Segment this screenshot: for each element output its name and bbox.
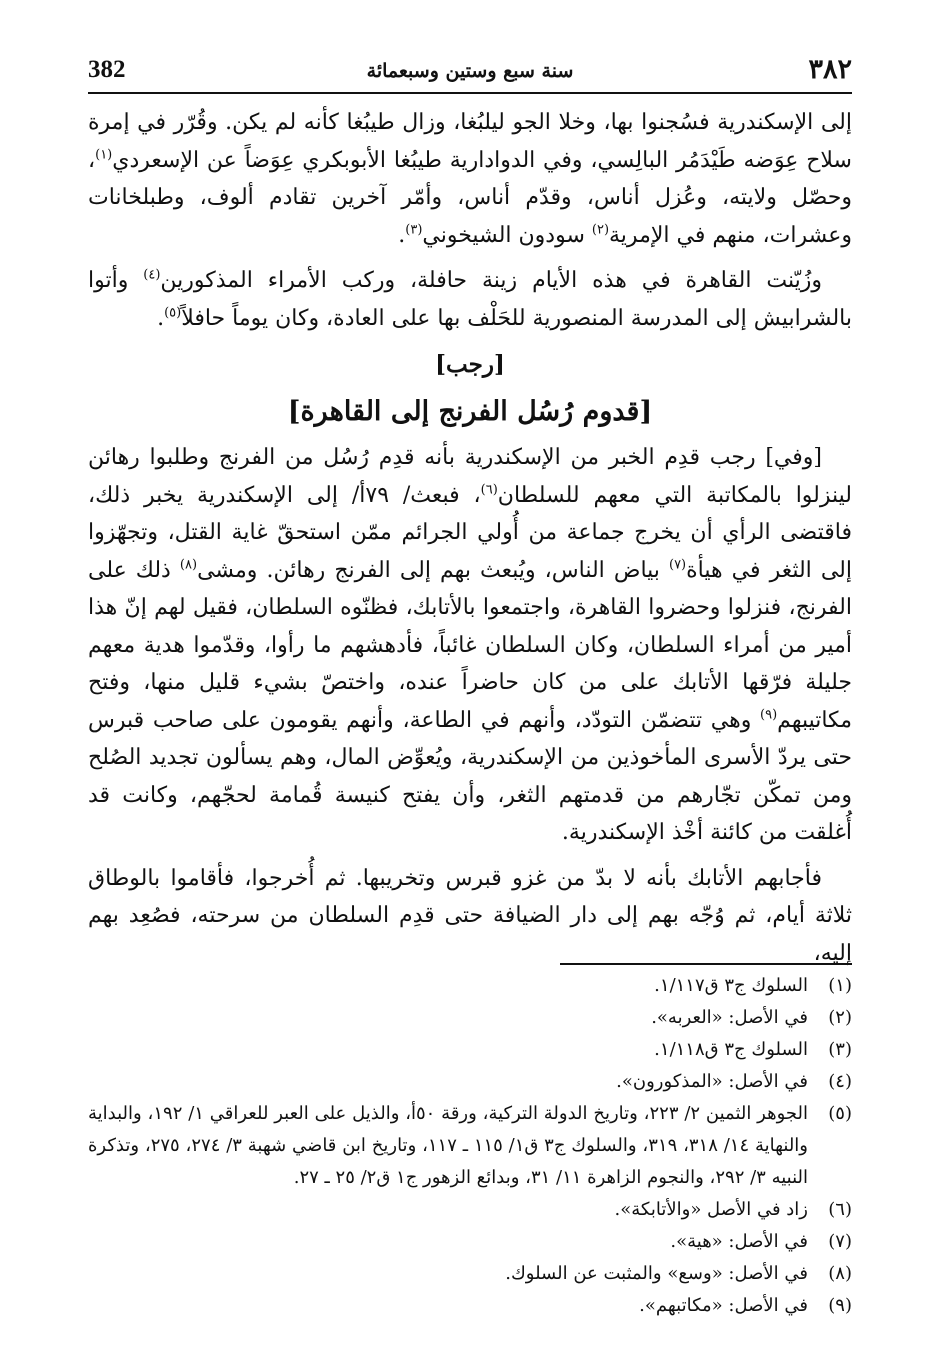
- text-run: بياض الناس، ويُبعث بهم إلى الفرنج رهائن. ومشى: [197, 557, 669, 583]
- text-run: وهي تتضمّن التودّد، وأنهم في الطاعة، وأنهم يقومون على صاحب قبرس حتى يردّ الأسرى المأخوذين من الإسكندرية، ويُعوِّض المال، وهم يسألون تجديد الصُلح ومن تمكّن تجّارهم من قدمتهم الثغر، وأن يفتح كنيسة قُمامة لحجّهم، وكانت قد أُغلقت من كائنة أخْذ الإسكندرية.: [88, 707, 852, 845]
- footnote-text: في الأصل: «وسع» والمثبت عن السلوك.: [505, 1263, 808, 1284]
- footnote: [88, 1066, 852, 1098]
- header-rule: [88, 92, 852, 94]
- footnote-ref: (٣): [405, 222, 423, 238]
- footnote: [88, 1258, 852, 1290]
- footnote-rule: [560, 963, 852, 965]
- footnote: [88, 1290, 852, 1322]
- footnote-text: في الأصل: «مكاتبهم».: [639, 1295, 808, 1316]
- paragraph: [88, 439, 852, 852]
- section-heading: [رجب]: [435, 351, 505, 378]
- footnote-number: (٤): [828, 1071, 852, 1092]
- page-number-latin: 382: [88, 56, 126, 83]
- footnote: [88, 1098, 852, 1194]
- page-header: [88, 52, 852, 92]
- footnote-number: (٩): [828, 1295, 852, 1316]
- footnote: [88, 1002, 852, 1034]
- footnote-text: في الأصل: «هية».: [670, 1231, 808, 1252]
- text-line: وحصّل ولايته، وعُزل أناس، وقدّم أناس، وأمّر آخرين تقادم ألوف، وطبلخانات: [88, 185, 852, 210]
- footnote-text: الجوهر الثمين ٢/ ٢٢٣، وتاريخ الدولة التركية، ورقة ٥٠أ، والذيل على العبر للعراقي ١/ ١٩٢، والبداية والنهاية ١٤/ ٣١٨، ٣١٩، والسلوك ج٣ ق١/ ١١٥ ـ ١١٧، وتاريخ ابن قاضي شهبة ٣/ ٢٧٤، ٢٧٥، وتذكرة النبيه ٣/ ٢٩٢، والنجوم الزاهرة ١١/ ٣١، وبدائع الزهور ج١ ق٢/ ٢٥ ـ ٢٧.: [88, 1103, 809, 1188]
- paragraph: وزُيّنت القاهرة في هذه الأيام زينة حافلة، وركب الأمراء المذكورين$^{(٤)}$ وأتوا بالشرابيش إلى المدرسة المنصورية للحَلْف بها على العادة، وكان يوماً حافلاً$^{(٥)}$.: [88, 267, 852, 331]
- text-line: إلى الإسكندرية فسُجنوا بها، وخلا الجو ليلبُغا، وزال طيبُغا كأنه لم يكن. وقُرّر في إمرة: [88, 110, 852, 135]
- footnotes: [88, 970, 852, 1322]
- footnote-ref: (٢): [591, 222, 610, 238]
- main-text: [88, 104, 852, 972]
- footnote-text: في الأصل: «العربه».: [651, 1007, 808, 1028]
- footnote: [88, 1194, 852, 1226]
- footnote-number: (٢): [828, 1007, 852, 1028]
- page-number-arabic: ٣٨٢: [808, 54, 852, 85]
- subsection-heading: [قدوم رُسُل الفرنج إلى القاهرة]: [287, 396, 653, 427]
- paragraph: إلى الإسكندرية فسُجنوا بها، وخلا الجو ليلبُغا، وزال طيبُغا كأنه لم يكن. وقُرّر في إمرة سلاح عِوَضه طَيْدَمُر البالِسي، وفي الدوادارية طيبُغا الأبوبكري عِوَضاً عن الإسعردي$^{(١)}$، وحصّل ولايته، وعُزل أناس، وقدّم أناس، وأمّر آخرين تقادم ألوف، وطبلخانات وعشرات، منهم في الإمرية$^{(٢)}$ سودون الشيخوني$^{(٣)}$.: [88, 110, 852, 248]
- footnote-ref: (١): [95, 147, 113, 163]
- text-line: سودون الشيخوني: [422, 222, 592, 248]
- text-line: .: [398, 222, 406, 248]
- footnote-number: (٨): [828, 1263, 852, 1284]
- footnote-number: (١): [828, 975, 852, 996]
- text-run: [وفي] رجب قدِم الخبر من الإسكندرية بأنه قدِم رُسُل من الفرنج وطلبوا رهائن لينزلوا بالمكاتبة التي معهم للسلطان: [88, 445, 852, 508]
- text-run: ، فبعث/ ٧٩أ/ إلى الإسكندرية يخبر ذلك، فاقتضى الرأي أن يخرج جماعة من أُولي الجرائم ممّن استحقّ غاية القتل، وتجهّزوا إلى الثغر في هيأة: [88, 482, 852, 583]
- text-run: ذلك على الفرنج، فنزلوا وحضروا القاهرة، واجتمعوا بالأتابك، فظنّوه السلطان، فقيل لهم إنّ هذا أمير من أمراء السلطان، وكان السلطان غائباً، فأدهشهم ما رأوا، وقدّموا هدية معهم جليلة فرّقها الأتابك على من كان حاضراً عنده، واختصّ بشيء قليل منها، وفتح مكاتيبهم: [88, 557, 852, 733]
- footnote: [88, 1226, 852, 1258]
- text-line: وعشرات، منهم في الإمرية: [609, 222, 852, 248]
- footnote-number: (٦): [828, 1199, 852, 1220]
- footnote-ref: (٤): [143, 267, 161, 283]
- text-line: وأتوا: [88, 268, 144, 293]
- paragraph: [88, 860, 852, 973]
- footnote-text: في الأصل: «المذكورون».: [616, 1071, 808, 1092]
- text-line: بالشرابيش إلى المدرسة المنصورية للحَلْف بها على العادة، وكان يوماً حافلاً: [181, 305, 852, 331]
- footnote-ref: (٨): [179, 557, 198, 573]
- footnote-text: زاد في الأصل «والأتابكة».: [614, 1199, 808, 1220]
- footnote-number: (٧): [828, 1231, 852, 1252]
- footnote-number: (٣): [828, 1039, 852, 1060]
- running-title: سنة سبع وستين وسبعمائة: [366, 60, 574, 82]
- footnote-ref: (٦): [480, 482, 498, 498]
- footnote: [88, 1034, 852, 1066]
- footnote-text: السلوك ج٣ ق١/١١٧.: [654, 975, 808, 996]
- footnote-ref: (٥): [164, 305, 182, 321]
- footnote-number: (٥): [828, 1103, 852, 1124]
- footnote-text: السلوك ج٣ ق١/١١٨.: [654, 1039, 808, 1060]
- text-line: سلاح عِوَضه طَيْدَمُر البالِسي، وفي الدوادارية طيبُغا الأبوبكري عِوَضاً عن الإسعردي: [112, 147, 852, 173]
- footnote-ref: (٩): [760, 707, 778, 723]
- text-run: فأجابهم الأتابك بأنه لا بدّ من غزو قبرس وتخريبها. ثم أُخرجوا، فأقاموا بالوطاق ثلاثة أيام، ثم وُجّه بهم إلى دار الضيافة حتى قدِم السلطان من سرحته، فصُعِد بهم إليه،: [88, 865, 852, 966]
- footnote: [88, 970, 852, 1002]
- text-line: وزُيّنت القاهرة في هذه الأيام زينة حافلة، وركب الأمراء المذكورين: [160, 268, 822, 293]
- footnote-ref: (٧): [668, 557, 687, 573]
